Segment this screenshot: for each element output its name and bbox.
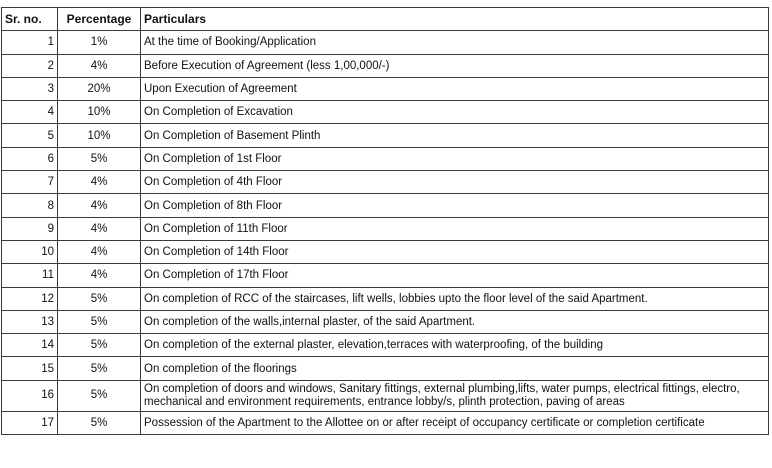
table-row	[2, 380, 769, 411]
row-particulars: On completion of RCC of the staircases, lift wells, lobbies upto the floor level of the said Apartment.	[141, 287, 769, 310]
row-percentage: 4%	[58, 217, 141, 240]
row-particulars: On Completion of 4th Floor	[141, 171, 769, 194]
table-row	[2, 411, 769, 434]
row-percentage: 5%	[58, 411, 141, 434]
table-row	[2, 240, 769, 263]
payment-schedule-table	[1, 7, 769, 435]
row-percentage: 1%	[58, 31, 141, 54]
table-body	[2, 31, 769, 435]
table-row	[2, 54, 769, 77]
row-particulars: At the time of Booking/Application	[141, 31, 769, 54]
row-particulars: Upon Execution of Agreement	[141, 77, 769, 100]
row-particulars: On Completion of Excavation	[141, 101, 769, 124]
row-percentage: 5%	[58, 357, 141, 380]
row-sr-no: 4	[2, 101, 58, 124]
row-sr-no: 13	[2, 310, 58, 333]
table-row	[2, 101, 769, 124]
row-particulars: On completion of the external plaster, elevation,terraces with waterproofing, of the building	[141, 334, 769, 357]
row-particulars: On Completion of 8th Floor	[141, 194, 769, 217]
row-sr-no: 9	[2, 217, 58, 240]
row-percentage: 4%	[58, 240, 141, 263]
row-sr-no: 12	[2, 287, 58, 310]
table-row	[2, 194, 769, 217]
table-row	[2, 264, 769, 287]
row-percentage: 5%	[58, 334, 141, 357]
row-particulars: On completion of doors and windows, Sanitary fittings, external plumbing,lifts, water pumps, electrical fittings, electro, mechanical and environment requirements, entrance lobby/s, plinth protection, paving of areas	[141, 380, 769, 411]
row-sr-no: 3	[2, 77, 58, 100]
row-percentage: 5%	[58, 147, 141, 170]
header-percentage: Percentage	[58, 8, 141, 31]
row-sr-no: 15	[2, 357, 58, 380]
table-row	[2, 287, 769, 310]
row-percentage: 5%	[58, 380, 141, 411]
table-row	[2, 310, 769, 333]
row-percentage: 4%	[58, 264, 141, 287]
row-particulars: Before Execution of Agreement (less 1,00,000/-)	[141, 54, 769, 77]
row-particulars: On Completion of 17th Floor	[141, 264, 769, 287]
row-sr-no: 10	[2, 240, 58, 263]
row-sr-no: 2	[2, 54, 58, 77]
row-sr-no: 17	[2, 411, 58, 434]
row-sr-no: 1	[2, 31, 58, 54]
header-row	[2, 8, 769, 31]
row-sr-no: 16	[2, 380, 58, 411]
table-row	[2, 77, 769, 100]
header-particulars: Particulars	[141, 8, 769, 31]
row-particulars: On Completion of Basement Plinth	[141, 124, 769, 147]
row-percentage: 20%	[58, 77, 141, 100]
row-percentage: 4%	[58, 194, 141, 217]
row-sr-no: 8	[2, 194, 58, 217]
row-particulars: On completion of the floorings	[141, 357, 769, 380]
table-row	[2, 217, 769, 240]
row-percentage: 5%	[58, 287, 141, 310]
table-row	[2, 171, 769, 194]
table-row	[2, 147, 769, 170]
row-sr-no: 7	[2, 171, 58, 194]
table-row	[2, 334, 769, 357]
row-sr-no: 14	[2, 334, 58, 357]
row-percentage: 4%	[58, 171, 141, 194]
table-row	[2, 31, 769, 54]
row-particulars: On completion of the walls,internal plaster, of the said Apartment.	[141, 310, 769, 333]
row-particulars: Possession of the Apartment to the Allottee on or after receipt of occupancy certificate or completion certificate	[141, 411, 769, 434]
row-sr-no: 6	[2, 147, 58, 170]
row-particulars: On Completion of 11th Floor	[141, 217, 769, 240]
row-percentage: 4%	[58, 54, 141, 77]
table-row	[2, 124, 769, 147]
row-sr-no: 11	[2, 264, 58, 287]
row-percentage: 5%	[58, 310, 141, 333]
row-particulars: On Completion of 14th Floor	[141, 240, 769, 263]
row-percentage: 10%	[58, 124, 141, 147]
row-sr-no: 5	[2, 124, 58, 147]
row-percentage: 10%	[58, 101, 141, 124]
row-particulars: On Completion of 1st Floor	[141, 147, 769, 170]
header-sr-no: Sr. no.	[2, 8, 58, 31]
table-row	[2, 357, 769, 380]
